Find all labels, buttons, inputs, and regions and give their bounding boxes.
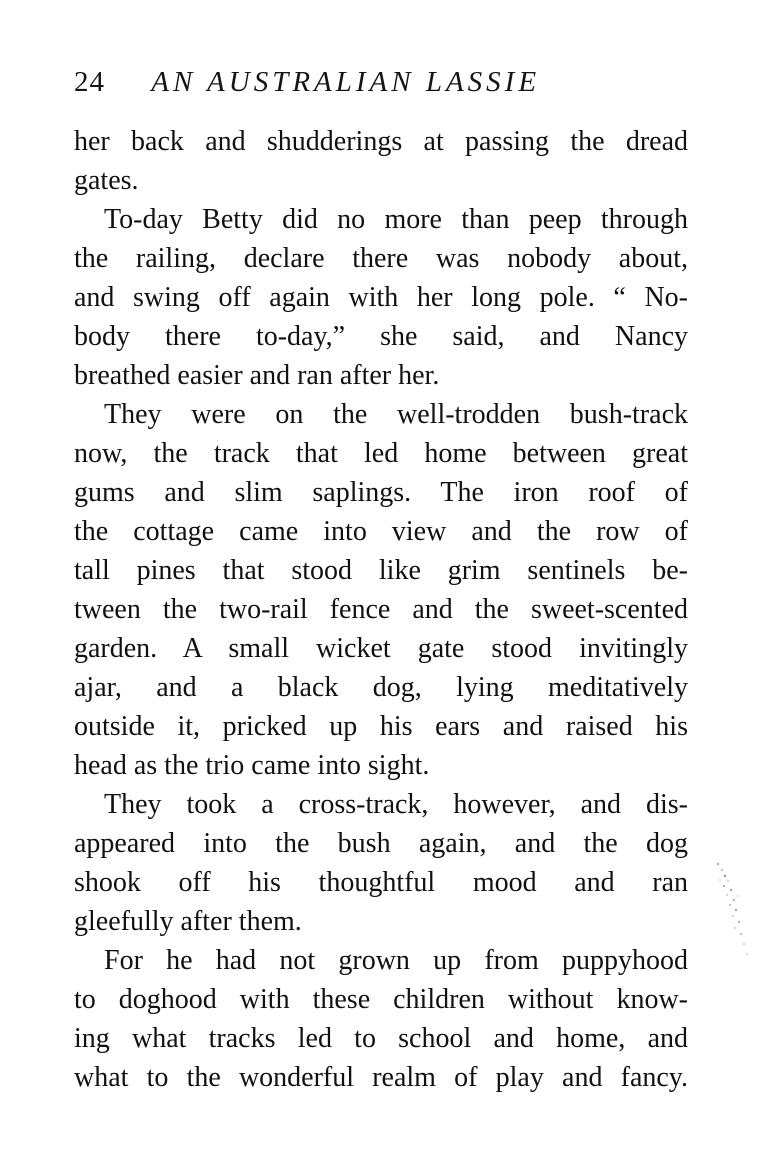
text-line: garden. A small wicket gate stood invitingly — [74, 633, 688, 664]
scan-speckle-marks — [700, 850, 760, 970]
text-line: They were on the well-trodden bush-track — [104, 399, 688, 430]
text-line: To-day Betty did no more than peep through — [104, 204, 688, 235]
text-line: and swing off again with her long pole. “ No- — [74, 282, 688, 313]
text-line: the cottage came into view and the row of — [74, 516, 688, 547]
text-line: For he had not grown up from puppyhood — [104, 945, 688, 976]
paragraph-1 — [74, 122, 688, 200]
text-line: ing what tracks led to school and home, and — [74, 1023, 688, 1054]
text-line: tall pines that stood like grim sentinels be- — [74, 555, 688, 586]
paragraph-2 — [74, 200, 688, 395]
text-line: gums and slim saplings. The iron roof of — [74, 477, 688, 508]
text-line: breathed easier and ran after her. — [74, 360, 440, 391]
text-line: appeared into the bush again, and the dog — [74, 828, 688, 859]
text-line: They took a cross-track, however, and dis- — [104, 789, 688, 820]
text-line: to doghood with these children without know- — [74, 984, 688, 1015]
paragraph-3 — [74, 395, 688, 785]
paragraph-4 — [74, 785, 688, 941]
book-title: AN AUSTRALIAN LASSIE — [151, 66, 541, 98]
running-head — [74, 66, 694, 106]
text-line: head as the trio came into sight. — [74, 750, 430, 781]
text-line: ajar, and a black dog, lying meditatively — [74, 672, 688, 703]
paragraph-5 — [74, 941, 688, 1097]
text-line: body there to-day,” she said, and Nancy — [74, 321, 688, 352]
text-line: outside it, pricked up his ears and raised his — [74, 711, 688, 742]
page-number: 24 — [74, 66, 105, 98]
text-line: shook off his thoughtful mood and ran — [74, 867, 688, 898]
text-line: the railing, declare there was nobody about, — [74, 243, 688, 274]
text-line: gleefully after them. — [74, 906, 302, 937]
text-line: her back and shudderings at passing the dread — [74, 126, 688, 157]
text-line: gates. — [74, 165, 139, 196]
text-line: tween the two-rail fence and the sweet-scented — [74, 594, 688, 625]
text-line: what to the wonderful realm of play and fancy. — [74, 1062, 688, 1093]
body-text — [74, 122, 688, 1097]
text-line: now, the track that led home between great — [74, 438, 688, 469]
